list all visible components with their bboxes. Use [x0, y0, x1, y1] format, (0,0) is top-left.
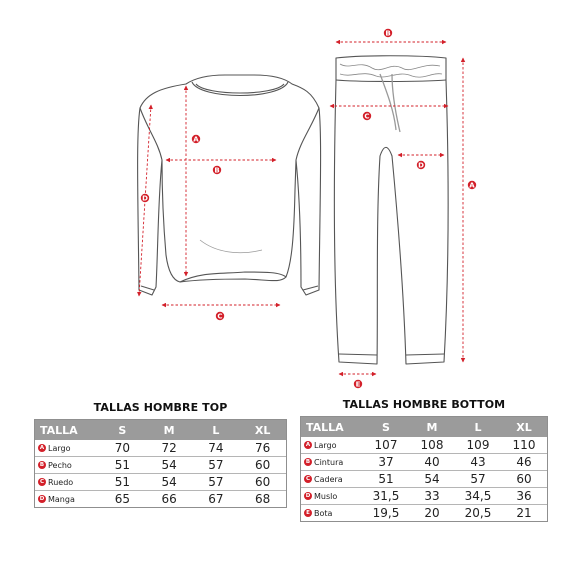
cell: 74 [208, 441, 224, 455]
marker-e-icon [354, 380, 362, 389]
table-row [35, 457, 286, 474]
cell: 46 [501, 454, 547, 471]
row-label: A Largo [39, 443, 71, 453]
cell: 54 [146, 457, 193, 474]
marker-c-icon: C [305, 476, 311, 482]
marker-b-icon: B [39, 462, 45, 468]
cell: 66 [146, 491, 193, 508]
table-row [301, 454, 547, 471]
row-label: D Muslo [301, 488, 363, 505]
cell: 33 [409, 488, 455, 505]
cell: 60 [239, 457, 286, 474]
row-label: B Cintura [301, 454, 363, 471]
cell: 51 [363, 471, 409, 488]
marker-a-icon: A [39, 445, 45, 451]
header-m: M [409, 417, 455, 437]
cell: 19,5 [363, 505, 409, 522]
cell: 109 [466, 438, 490, 452]
cell: 40 [409, 454, 455, 471]
row-label: B Pecho [35, 457, 99, 474]
cell: 57 [455, 471, 501, 488]
marker-a-icon [468, 181, 476, 190]
cell: 31,5 [363, 488, 409, 505]
cell: 21 [501, 505, 547, 522]
svg-text:A: A [193, 135, 199, 144]
sweatshirt-drawing [138, 75, 321, 295]
cell: 57 [193, 457, 240, 474]
row-label: C Cadera [301, 471, 363, 488]
pants-drawing [334, 56, 448, 364]
cell: 51 [99, 457, 146, 474]
table-row [35, 440, 286, 457]
marker-b-icon: B [305, 459, 311, 465]
cell: 72 [161, 441, 177, 455]
marker-a-icon: A [305, 442, 311, 448]
cell: 20 [409, 505, 455, 522]
cell: 57 [193, 474, 240, 491]
cell: 76 [254, 441, 271, 455]
cell: 54 [409, 471, 455, 488]
cell: 108 [420, 438, 444, 452]
bottom-size-table-block [300, 398, 548, 522]
svg-text:E: E [355, 380, 361, 389]
header-talla: TALLA [301, 417, 363, 437]
cell: 20,5 [455, 505, 501, 522]
marker-d-icon: D [305, 493, 311, 499]
cell: 70 [114, 441, 131, 455]
marker-b-icon [384, 29, 392, 38]
cell: 65 [99, 491, 146, 508]
svg-text:B: B [385, 29, 391, 38]
table-row [301, 505, 547, 522]
top-table-title: TALLAS HOMBRE TOP [93, 401, 228, 414]
marker-c-icon [216, 312, 224, 321]
cell: 68 [239, 491, 286, 508]
marker-e-icon: E [304, 509, 312, 517]
top-size-table [34, 419, 287, 508]
cell: 37 [363, 454, 409, 471]
table-header-row [301, 417, 547, 437]
svg-text:B: B [214, 166, 220, 175]
header-s: S [99, 420, 146, 440]
header-xl: XL [501, 417, 547, 437]
svg-text:A: A [469, 181, 475, 190]
svg-text:C: C [364, 112, 370, 121]
table-row [301, 471, 547, 488]
cell: 60 [501, 471, 547, 488]
marker-c-icon: C [39, 479, 45, 485]
table-row [35, 491, 286, 508]
cell: 54 [146, 474, 193, 491]
svg-text:C: C [217, 312, 223, 321]
bottom-size-table [300, 416, 548, 522]
svg-text:D: D [142, 194, 148, 203]
cell: 51 [99, 474, 146, 491]
header-l: L [455, 417, 501, 437]
table-row [301, 488, 547, 505]
row-label: C Ruedo [35, 474, 99, 491]
cell: 60 [239, 474, 286, 491]
header-talla: TALLA [35, 420, 99, 440]
cell: 36 [501, 488, 547, 505]
cell: 110 [512, 438, 536, 452]
cell: 34,5 [455, 488, 501, 505]
cell: 107 [374, 438, 398, 452]
table-row [35, 474, 286, 491]
cell: 43 [455, 454, 501, 471]
header-m: M [146, 420, 193, 440]
header-xl: XL [239, 420, 286, 440]
svg-text:D: D [418, 161, 424, 170]
cell: 67 [193, 491, 240, 508]
row-label: D Manga [35, 491, 99, 508]
table-header-row [35, 420, 286, 440]
top-size-table-block [34, 401, 287, 508]
row-label: E Bota [301, 505, 363, 522]
bottom-table-title: TALLAS HOMBRE BOTTOM [342, 398, 506, 411]
marker-d-icon: D [39, 496, 45, 502]
row-label: A Largo [305, 440, 337, 450]
table-row [301, 437, 547, 454]
header-l: L [193, 420, 240, 440]
header-s: S [363, 417, 409, 437]
